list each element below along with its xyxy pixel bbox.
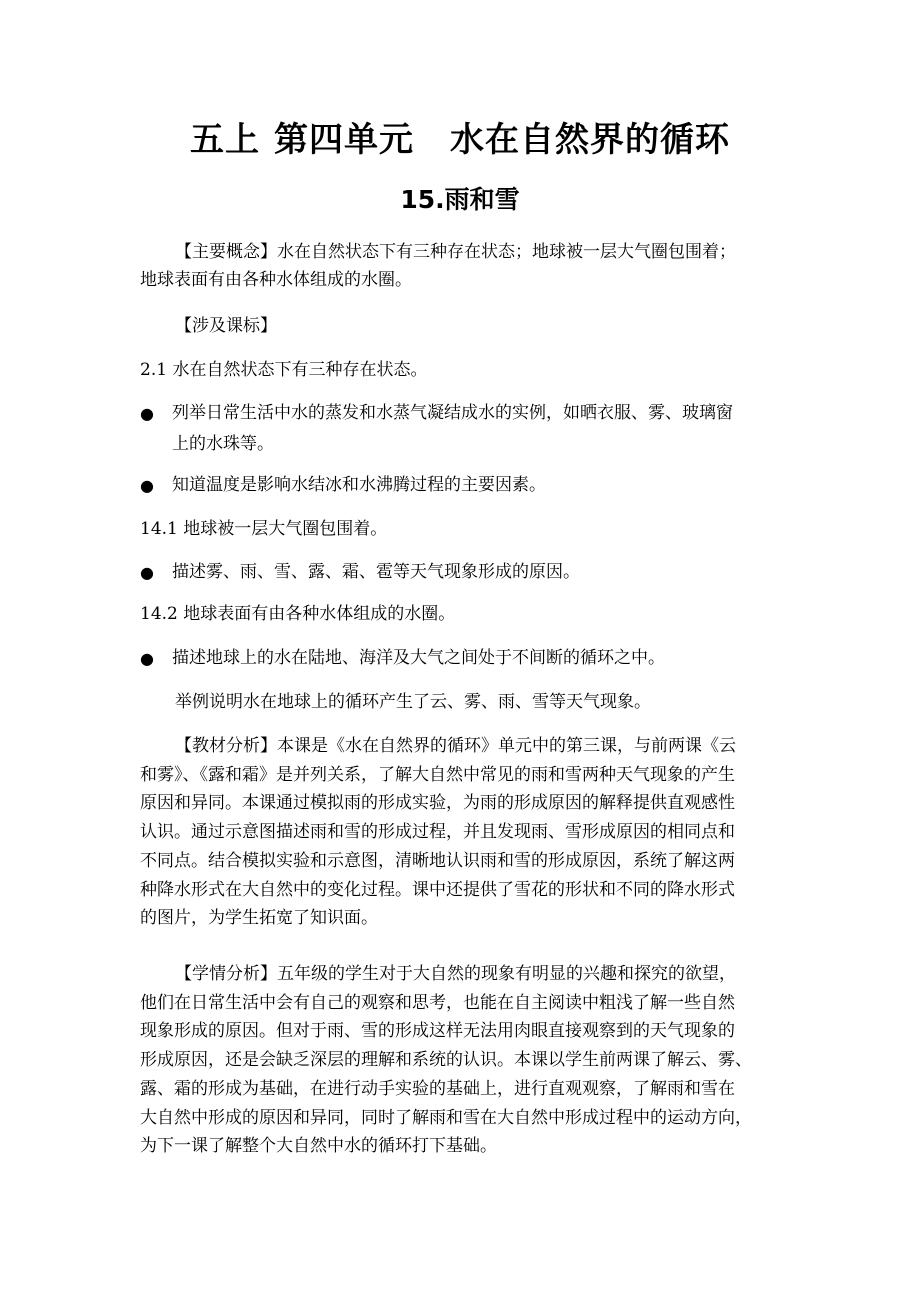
title-unit: 第四单元: [274, 120, 414, 160]
main-concept-line1: 【主要概念】水在自然状态下有三种存在状态；地球被一层大气圈包围着；: [175, 242, 736, 262]
main-concept-line2: 地球表面有由各种水体组成的水圈。: [140, 270, 412, 290]
textbook-analysis: 【教材分析】本课是《水在自然界的循环》单元中的第三课，与前两课《云 和雾》、《露和霜》是并列关系，了解大自然中常见的雨和雪两种天气现象的产生 原因和异同。本课通过模拟雨的形成实验，为雨的形成原因的解释提供直观感性 认识。通过示意图描述雨和雪的形成过程，并且发现雨、雪形成原因的相同点和 不同点。结合模拟实验和示意图，清晰地认识雨和雪的形成原因，系统了解这两 种降水形式在大自然中的变化过程。课中还提供了雪花的形状和不同的降水形式 的图片，为学生拓宽了知识面。: [140, 736, 736, 929]
standard-14-2: 14.2 地球表面有由各种水体组成的水圈。: [140, 604, 456, 624]
bullet-icon: ●: [140, 563, 154, 582]
standard-2-1: 2.1 水在自然状态下有三种存在状态。: [140, 360, 428, 380]
standards-heading: 【涉及课标】: [175, 316, 277, 336]
bullet-icon: ●: [140, 649, 154, 668]
title-grade: 五上: [190, 120, 260, 160]
list-item-text: 描述雾、雨、雪、露、霜、雹等天气现象形成的原因。: [172, 562, 580, 582]
list-item-text: 列举日常生活中水的蒸发和水蒸气凝结成水的实例，如晒衣服、雾、玻璃窗 上的水珠等。: [172, 403, 733, 454]
bullet-icon: ●: [140, 404, 154, 423]
title-topic: 水在自然界的循环: [450, 120, 730, 160]
page-title: [0, 112, 920, 161]
standard-14-1: 14.1 地球被一层大气圈包围着。: [140, 519, 388, 539]
standard-example-line: 举例说明水在地球上的循环产生了云、雾、雨、雪等天气现象。: [175, 692, 651, 712]
learner-analysis: 【学情分析】五年级的学生对于大自然的现象有明显的兴趣和探究的欲望， 他们在日常生活中会有自己的观察和思考，也能在自主阅读中粗浅了解一些自然 现象形成的原因。但对于雨、雪的形成这样无法用肉眼直接观察到的天气现象的 形成原因，还是会缺乏深层的理解和系统的认识。本课以学生前两课了解云、雾、 露、霜的形成为基础，在进行动手实验的基础上，进行直观观察，了解雨和雪在 大自然中形成的原因和异同，同时了解雨和雪在大自然中形成过程中的运动方向， 为下一课了解整个大自然中水的循环打下基础。: [140, 964, 752, 1157]
lesson-title: 15.雨和雪: [400, 185, 520, 214]
list-item-text: 知道温度是影响水结冰和水沸腾过程的主要因素。: [172, 475, 546, 495]
bullet-icon: ●: [140, 476, 154, 495]
list-item-text: 描述地球上的水在陆地、海洋及大气之间处于不间断的循环之中。: [172, 648, 665, 668]
